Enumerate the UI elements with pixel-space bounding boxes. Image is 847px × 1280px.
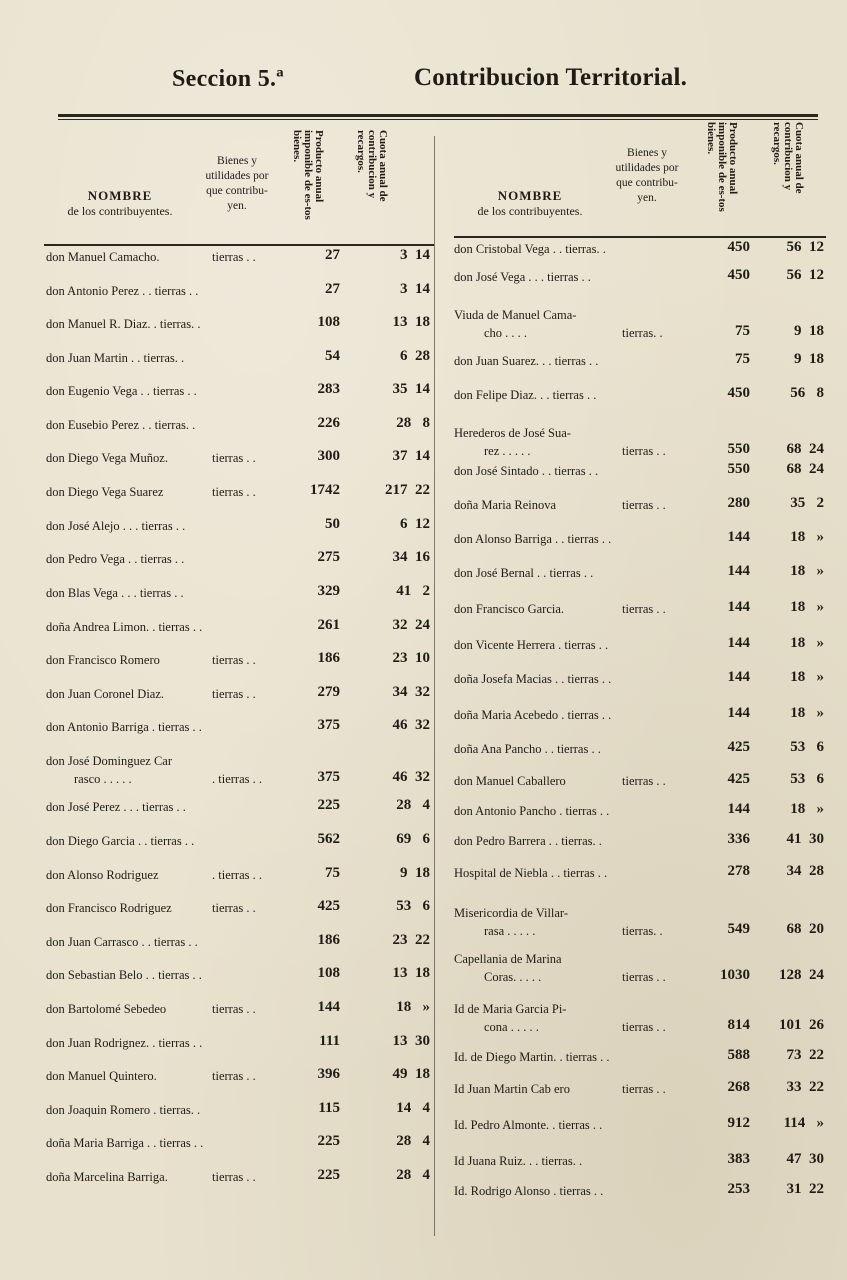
table-row <box>454 495 826 518</box>
contributor-name: doña Andrea Limon. . tierras . . <box>46 620 203 634</box>
contributor-name: don Juan Rodrignez. . tierras . . <box>46 1036 203 1050</box>
table-row <box>44 549 434 572</box>
table-row <box>44 797 434 820</box>
contributor-name: don Eusebio Perez . . tierras. . <box>46 418 196 432</box>
quota-cell: 34 16 <box>392 549 430 565</box>
quota-cell: 23 10 <box>392 650 430 666</box>
quota-cell: 18 » <box>790 669 824 685</box>
quota-column-header: Cuota anual de contribucion y recargos. <box>355 130 389 202</box>
quota-cell: 68 24 <box>786 461 824 477</box>
table-row <box>454 863 826 886</box>
product-cell: 450 <box>727 385 750 401</box>
product-cell: 144 <box>727 563 750 579</box>
quota-cell: 46 32 <box>392 717 430 733</box>
quota-cell: 28 8 <box>396 415 430 431</box>
table-row <box>454 239 826 262</box>
quota-cell: 73 22 <box>786 1047 824 1063</box>
table-row <box>454 831 826 854</box>
product-cell: 549 <box>727 921 750 937</box>
quota-cell: 18 » <box>790 563 824 579</box>
left-table-header <box>44 126 434 244</box>
product-cell: 425 <box>727 771 750 787</box>
quota-cell: 41 30 <box>786 831 824 847</box>
table-row <box>44 583 434 606</box>
quota-cell: 3 14 <box>400 247 430 263</box>
table-row <box>454 563 826 586</box>
contributor-name: don Joaquin Romero . tierras. . <box>46 1103 201 1117</box>
table-row <box>44 831 434 854</box>
contributor-name-continued: rez . . . . . <box>484 444 531 458</box>
quota-cell: 33 22 <box>786 1079 824 1095</box>
contributor-name: don Manuel Camacho. <box>46 250 160 264</box>
product-cell: 280 <box>727 495 750 511</box>
goods-cell: tierras . . <box>212 1170 256 1184</box>
contributor-name-continued: Coras. . . . . <box>484 970 542 984</box>
contributor-name: don Cristobal Vega . . tierras. . <box>454 242 606 256</box>
goods-cell: tierras . . <box>622 498 666 512</box>
quota-cell: 69 6 <box>396 831 430 847</box>
goods-cell: tierras . . <box>212 451 256 465</box>
goods-cell: tierras. . <box>622 326 663 340</box>
header-rule <box>44 244 434 246</box>
table-row <box>454 705 826 728</box>
table-row <box>44 1033 434 1056</box>
contributor-name: doña Maria Barriga . . tierras . . <box>46 1136 204 1150</box>
table-row <box>44 348 434 371</box>
goods-cell: tierras . . <box>622 1020 666 1034</box>
quota-cell: 6 12 <box>400 516 430 532</box>
product-cell: 336 <box>727 831 750 847</box>
table-row <box>454 1079 826 1102</box>
top-rule-thin <box>58 119 818 120</box>
product-cell: 283 <box>317 381 340 397</box>
product-cell: 54 <box>325 348 340 364</box>
product-cell: 144 <box>727 669 750 685</box>
quota-cell: 47 30 <box>786 1151 824 1167</box>
product-cell: 329 <box>317 583 340 599</box>
table-row <box>44 516 434 539</box>
table-row <box>454 308 826 344</box>
contributor-name: doña Marcelina Barriga. <box>46 1170 168 1184</box>
product-cell: 144 <box>727 635 750 651</box>
section-title: Seccion 5.ª <box>172 66 284 92</box>
quota-cell: 6 28 <box>400 348 430 364</box>
quota-cell: 9 18 <box>400 865 430 881</box>
product-cell: 912 <box>727 1115 750 1131</box>
product-cell: 396 <box>317 1066 340 1082</box>
product-cell: 450 <box>727 239 750 255</box>
product-cell: 108 <box>317 314 340 330</box>
table-row <box>454 1047 826 1070</box>
table-row <box>454 1115 826 1138</box>
table-row <box>454 267 826 290</box>
quota-cell: 18 » <box>790 635 824 651</box>
table-row <box>44 1100 434 1123</box>
goods-cell: tierras . . <box>212 653 256 667</box>
contributor-name: don Vicente Herrera . tierras . . <box>454 638 609 652</box>
quota-cell: 14 4 <box>396 1100 430 1116</box>
header-rule <box>454 236 826 238</box>
quota-cell: 3 14 <box>400 281 430 297</box>
product-cell: 27 <box>325 247 340 263</box>
contributor-name-continued: cho . . . . <box>484 326 528 340</box>
table-row <box>454 1151 826 1174</box>
table-row <box>44 281 434 304</box>
product-cell: 268 <box>727 1079 750 1095</box>
table-row <box>454 529 826 552</box>
product-cell: 261 <box>317 617 340 633</box>
contributor-name: doña Maria Reinova <box>454 498 557 512</box>
quota-cell: 56 12 <box>786 239 824 255</box>
product-cell: 144 <box>727 529 750 545</box>
quota-cell: 9 18 <box>794 351 824 367</box>
quota-cell: 13 30 <box>392 1033 430 1049</box>
product-column-header: Producto anual imponible de es-tos bienes. <box>291 130 325 220</box>
table-row <box>44 932 434 955</box>
quota-cell: 53 6 <box>790 739 824 755</box>
contributor-name: don Francisco Garcia. <box>454 602 565 616</box>
goods-cell: tierras . . <box>212 687 256 701</box>
product-cell: 144 <box>727 599 750 615</box>
product-cell: 279 <box>317 684 340 700</box>
product-cell: 375 <box>317 717 340 733</box>
goods-cell: tierras . . <box>212 485 256 499</box>
table-row <box>454 952 826 988</box>
name-column-header <box>454 188 606 219</box>
contributor-name: don José Dominguez Car <box>46 754 173 768</box>
product-cell: 588 <box>727 1047 750 1063</box>
table-row <box>454 771 826 794</box>
quota-cell: 18 » <box>790 705 824 721</box>
contributor-name: don Juan Suarez. . . tierras . . <box>454 354 599 368</box>
table-row <box>454 739 826 762</box>
table-row <box>44 617 434 640</box>
contributor-name: don Francisco Rodriguez <box>46 901 172 915</box>
contributor-name: don Antonio Pancho . tierras . . <box>454 804 610 818</box>
quota-cell: 35 2 <box>790 495 824 511</box>
quota-cell: 101 26 <box>779 1017 824 1033</box>
product-cell: 186 <box>317 650 340 666</box>
goods-cell: tierras . . <box>622 602 666 616</box>
quota-cell: 68 20 <box>786 921 824 937</box>
contributor-name: don José Bernal . . tierras . . <box>454 566 594 580</box>
table-row <box>44 482 434 505</box>
table-row <box>454 426 826 462</box>
goods-cell: tierras . . <box>212 1069 256 1083</box>
goods-cell: . tierras . . <box>212 868 262 882</box>
table-row <box>44 314 434 337</box>
quota-cell: 23 22 <box>392 932 430 948</box>
page-title: Contribucion Territorial. <box>414 64 688 91</box>
contributor-name: don Felipe Diaz. . . tierras . . <box>454 388 597 402</box>
table-row <box>44 717 434 740</box>
contributor-name: don Diego Vega Muñoz. <box>46 451 168 465</box>
product-cell: 144 <box>317 999 340 1015</box>
table-row <box>454 385 826 408</box>
table-row <box>44 381 434 404</box>
table-row <box>44 865 434 888</box>
quota-cell: 56 8 <box>790 385 824 401</box>
product-cell: 278 <box>727 863 750 879</box>
quota-column-header: Cuota anual de contribucion y recargos. <box>771 122 805 194</box>
name-column-sublabel: de los contribuyentes. <box>477 204 583 218</box>
contributor-name: don Alonso Rodriguez <box>46 868 159 882</box>
product-cell: 1030 <box>720 967 750 983</box>
contributor-name: Herederos de José Sua- <box>454 426 571 440</box>
goods-column-header: Bienes y utilidades por que contribu-yen. <box>205 155 269 212</box>
quota-cell: 128 24 <box>779 967 824 983</box>
contributor-name: don José Perez . . . tierras . . <box>46 800 186 814</box>
quota-cell: 32 24 <box>392 617 430 633</box>
goods-cell: tierras . . <box>212 1002 256 1016</box>
table-row <box>44 754 434 790</box>
goods-cell: tierras . . <box>622 444 666 458</box>
product-cell: 550 <box>727 441 750 457</box>
table-row <box>454 461 826 484</box>
quota-cell: 217 22 <box>385 482 430 498</box>
product-cell: 75 <box>735 323 750 339</box>
quota-cell: 114 » <box>783 1115 824 1131</box>
contributor-name: don Juan Coronel Diaz. <box>46 687 165 701</box>
contributor-name: don Pedro Barrera . . tierras. . <box>454 834 602 848</box>
table-row <box>454 906 826 942</box>
goods-cell: . tierras . . <box>212 772 262 786</box>
goods-column-header: Bienes y utilidades por que contribu-yen. <box>615 147 679 204</box>
quota-cell: 68 24 <box>786 441 824 457</box>
product-cell: 225 <box>317 1133 340 1149</box>
quota-cell: 28 4 <box>396 1133 430 1149</box>
contributor-name: don Diego Vega Suarez <box>46 485 164 499</box>
contributor-name: Id. de Diego Martin. . tierras . . <box>454 1050 610 1064</box>
product-cell: 186 <box>317 932 340 948</box>
product-cell: 225 <box>317 797 340 813</box>
contributor-name: don Eugenio Vega . . tierras . . <box>46 384 197 398</box>
product-cell: 50 <box>325 516 340 532</box>
contributor-name: don Blas Vega . . . tierras . . <box>46 586 184 600</box>
table-row <box>454 1181 826 1204</box>
product-cell: 1742 <box>310 482 340 498</box>
product-cell: 111 <box>319 1033 340 1049</box>
right-table <box>454 122 826 1198</box>
contributor-name: Misericordia de Villar- <box>454 906 569 920</box>
goods-cell: tierras . . <box>212 250 256 264</box>
table-row <box>44 898 434 921</box>
goods-cell: tierras . . <box>622 1082 666 1096</box>
contributor-name: doña Josefa Macias . . tierras . . <box>454 672 612 686</box>
table-row <box>44 965 434 988</box>
quota-cell: 31 22 <box>786 1181 824 1197</box>
contributor-name: Capellania de Marina <box>454 952 562 966</box>
quota-cell: 41 2 <box>396 583 430 599</box>
contributor-name: don Manuel Caballero <box>454 774 566 788</box>
product-cell: 300 <box>317 448 340 464</box>
left-table <box>44 126 434 1184</box>
right-table-header <box>454 122 826 244</box>
product-cell: 425 <box>317 898 340 914</box>
quota-cell: 18 » <box>790 529 824 545</box>
table-row <box>44 247 434 270</box>
quota-cell: 37 14 <box>392 448 430 464</box>
table-row <box>44 1133 434 1156</box>
quota-cell: 49 18 <box>392 1066 430 1082</box>
contributor-name: Id. Rodrigo Alonso . tierras . . <box>454 1184 604 1198</box>
table-row <box>44 448 434 471</box>
contributor-name: don Antonio Barriga . tierras . . <box>46 720 202 734</box>
contributor-name: don Francisco Romero <box>46 653 160 667</box>
contributor-name: don Juan Carrasco . . tierras . . <box>46 935 198 949</box>
contributor-name: don Sebastian Belo . . tierras . . <box>46 968 202 982</box>
quota-cell: 34 32 <box>392 684 430 700</box>
product-cell: 425 <box>727 739 750 755</box>
table-row <box>44 650 434 673</box>
quota-cell: 9 18 <box>794 323 824 339</box>
product-cell: 450 <box>727 267 750 283</box>
name-column-header <box>44 188 196 219</box>
product-cell: 108 <box>317 965 340 981</box>
table-row <box>44 415 434 438</box>
product-cell: 27 <box>325 281 340 297</box>
quota-cell: 35 14 <box>392 381 430 397</box>
page-header <box>0 62 847 102</box>
product-cell: 225 <box>317 1167 340 1183</box>
product-cell: 275 <box>317 549 340 565</box>
contributor-name: don Diego Garcia . . tierras . . <box>46 834 195 848</box>
goods-cell: tierras . . <box>622 774 666 788</box>
product-cell: 550 <box>727 461 750 477</box>
product-cell: 75 <box>735 351 750 367</box>
quota-cell: 13 18 <box>392 314 430 330</box>
goods-cell: tierras . . <box>622 970 666 984</box>
product-cell: 375 <box>317 769 340 785</box>
table-row <box>454 669 826 692</box>
contributor-name: Hospital de Niebla . . tierras . . <box>454 866 608 880</box>
table-row <box>454 599 826 622</box>
contributor-name: don Alonso Barriga . . tierras . . <box>454 532 612 546</box>
quota-cell: 53 6 <box>790 771 824 787</box>
contributor-name: Id de Maria Garcia Pi- <box>454 1002 567 1016</box>
contributor-name: don José Alejo . . . tierras . . <box>46 519 186 533</box>
contributor-name-continued: rasco . . . . . <box>74 772 132 786</box>
table-row <box>454 1002 826 1038</box>
quota-cell: 53 6 <box>396 898 430 914</box>
contributor-name: doña Maria Acebedo . tierras . . <box>454 708 612 722</box>
quota-cell: 34 28 <box>786 863 824 879</box>
table-row <box>454 801 826 824</box>
product-cell: 75 <box>325 865 340 881</box>
top-rule <box>58 114 818 117</box>
table-row <box>454 635 826 658</box>
product-cell: 226 <box>317 415 340 431</box>
quota-cell: 18 » <box>396 999 430 1015</box>
table-row <box>44 1167 434 1190</box>
quota-cell: 56 12 <box>786 267 824 283</box>
product-cell: 814 <box>727 1017 750 1033</box>
contributor-name: Id Juana Ruiz. . . tierras. . <box>454 1154 583 1168</box>
product-cell: 253 <box>727 1181 750 1197</box>
product-cell: 383 <box>727 1151 750 1167</box>
contributor-name: Viuda de Manuel Cama- <box>454 308 577 322</box>
contributor-name: don Juan Martin . . tierras. . <box>46 351 185 365</box>
goods-cell: tierras. . <box>622 924 663 938</box>
table-row <box>44 999 434 1022</box>
quota-cell: 28 4 <box>396 1167 430 1183</box>
column-divider <box>434 136 435 1236</box>
contributor-name-continued: rasa . . . . . <box>484 924 536 938</box>
contributor-name: don Manuel R. Diaz. . tierras. . <box>46 317 201 331</box>
table-row <box>454 351 826 374</box>
contributor-name: don Antonio Perez . . tierras . . <box>46 284 199 298</box>
product-cell: 144 <box>727 705 750 721</box>
name-column-label: NOMBRE <box>497 188 563 203</box>
quota-cell: 18 » <box>790 599 824 615</box>
contributor-name: don José Vega . . . tierras . . <box>454 270 591 284</box>
product-column-header: Producto anual imponible de es-tos bienes. <box>705 122 739 212</box>
contributor-name: Id Juan Martin Cab ero <box>454 1082 570 1096</box>
contributor-name: doña Ana Pancho . . tierras . . <box>454 742 601 756</box>
name-column-sublabel: de los contribuyentes. <box>67 204 173 218</box>
contributor-name: don Pedro Vega . . tierras . . <box>46 552 185 566</box>
quota-cell: 18 » <box>790 801 824 817</box>
name-column-label: NOMBRE <box>87 188 153 203</box>
goods-cell: tierras . . <box>212 901 256 915</box>
contributor-name: Id. Pedro Almonte. . tierras . . <box>454 1118 603 1132</box>
product-cell: 144 <box>727 801 750 817</box>
contributor-name: don Manuel Quintero. <box>46 1069 157 1083</box>
table-row <box>44 684 434 707</box>
contributor-name-continued: cona . . . . . <box>484 1020 539 1034</box>
product-cell: 562 <box>317 831 340 847</box>
quota-cell: 28 4 <box>396 797 430 813</box>
product-cell: 115 <box>318 1100 340 1116</box>
quota-cell: 13 18 <box>392 965 430 981</box>
contributor-name: don Bartolomé Sebedeo <box>46 1002 167 1016</box>
quota-cell: 46 32 <box>392 769 430 785</box>
contributor-name: don José Sintado . . tierras . . <box>454 464 599 478</box>
table-row <box>44 1066 434 1089</box>
